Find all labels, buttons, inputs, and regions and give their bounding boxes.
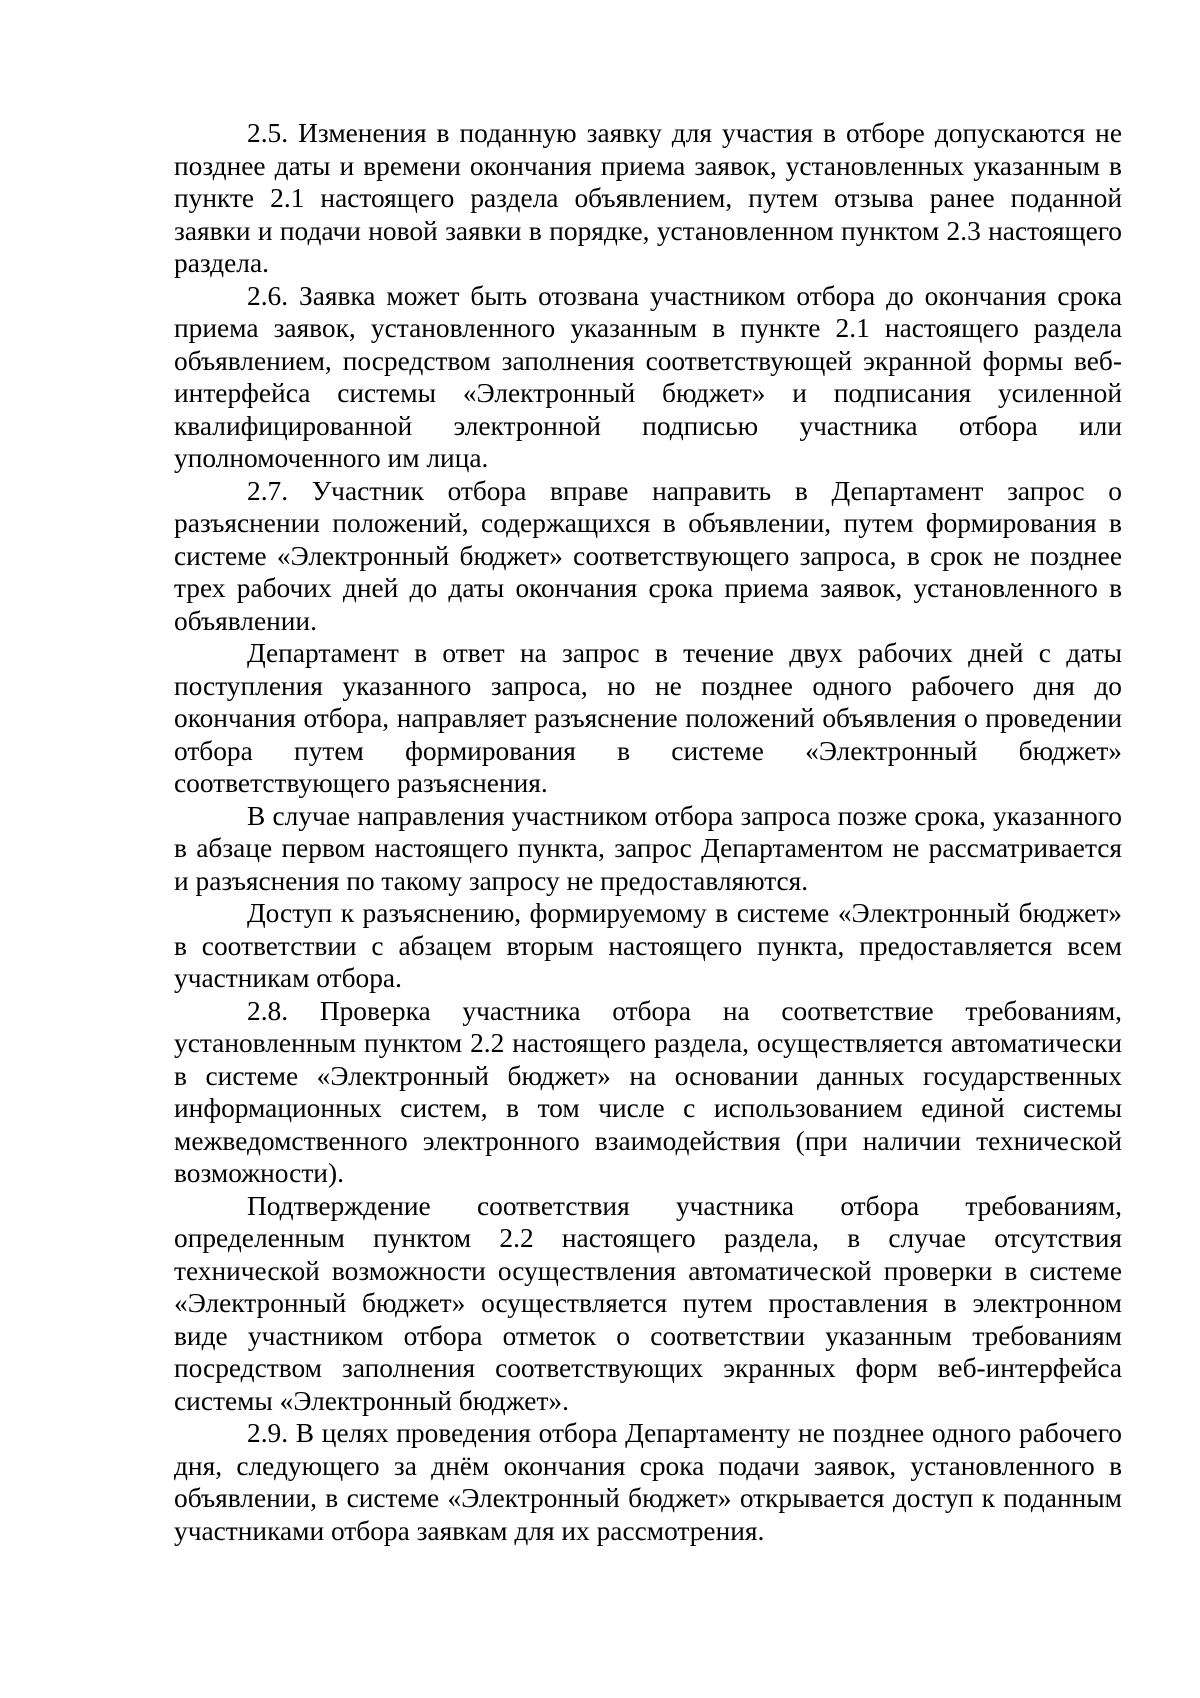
paragraph-2-7-access: Доступ к разъяснению, формируемому в системе «Электронный бюджет» в соответствии с абзацем вторым настоящего пункта, предоставляется всем участникам отбора.: [174, 898, 1122, 993]
paragraph-2-6: 2.6. Заявка может быть отозвана участником отбора до окончания срока приема заявок, установленного указанным в пункте 2.1 настоящего раздела объявлением, посредством заполнения соответствующей экранной формы веб-интерфейса системы «Электронный бюджет» и подписания усиленной квалифицированной электронной подписью участника отбора или уполномоченного им лица.: [174, 280, 1122, 473]
document-page: [174, 117, 1122, 1547]
paragraph-2-8-confirmation: Подтверждение соответствия участника отбора требованиям, определенным пунктом 2.2 настоящего раздела, в случае отсутствия технической возможности осуществления автоматической проверки в системе «Электронный бюджет» осуществляется путем проставления в электронном виде участником отбора отметок о соответствии указанным требованиям посредством заполнения соответствующих экранных форм веб-интерфейса системы «Электронный бюджет».: [174, 1190, 1122, 1416]
paragraph-2-5: 2.5. Изменения в поданную заявку для участия в отборе допускаются не позднее даты и времени окончания приема заявок, установленных указанным в пункте 2.1 настоящего раздела объявлением, путем отзыва ранее поданной заявки и подачи новой заявки в порядке, установленном пунктом 2.3 настоящего раздела.: [174, 118, 1122, 278]
paragraph-2-8: 2.8. Проверка участника отбора на соответствие требованиям, установленным пунктом 2.2 настоящего раздела, осуществляется автоматически в системе «Электронный бюджет» на основании данных государственных информационных систем, в том числе с использованием единой системы межведомственного электронного взаимодействия (при наличии технической возможности).: [174, 995, 1122, 1188]
paragraph-2-9: 2.9. В целях проведения отбора Департаменту не позднее одного рабочего дня, следующего за днём окончания срока подачи заявок, установленного в объявлении, в системе «Электронный бюджет» открывается доступ к поданным участниками отбора заявкам для их рассмотрения.: [174, 1418, 1122, 1546]
paragraph-2-7-late-request: В случае направления участником отбора запроса позже срока, указанного в абзаце первом настоящего пункта, запрос Департаментом не рассматривается и разъяснения по такому запросу не предоставляются.: [174, 800, 1122, 896]
paragraph-2-7-response: Департамент в ответ на запрос в течение двух рабочих дней с даты поступления указанного запроса, но не позднее одного рабочего дня до окончания отбора, направляет разъяснение положений объявления о проведении отбора путем формирования в системе «Электронный бюджет» соответствующего разъяснения.: [174, 638, 1122, 798]
paragraph-2-7: 2.7. Участник отбора вправе направить в Департамент запрос о разъяснении положений, содержащихся в объявлении, путем формирования в системе «Электронный бюджет» соответствующего запроса, в срок не позднее трех рабочих дней до даты окончания срока приема заявок, установленного в объявлении.: [174, 475, 1122, 636]
